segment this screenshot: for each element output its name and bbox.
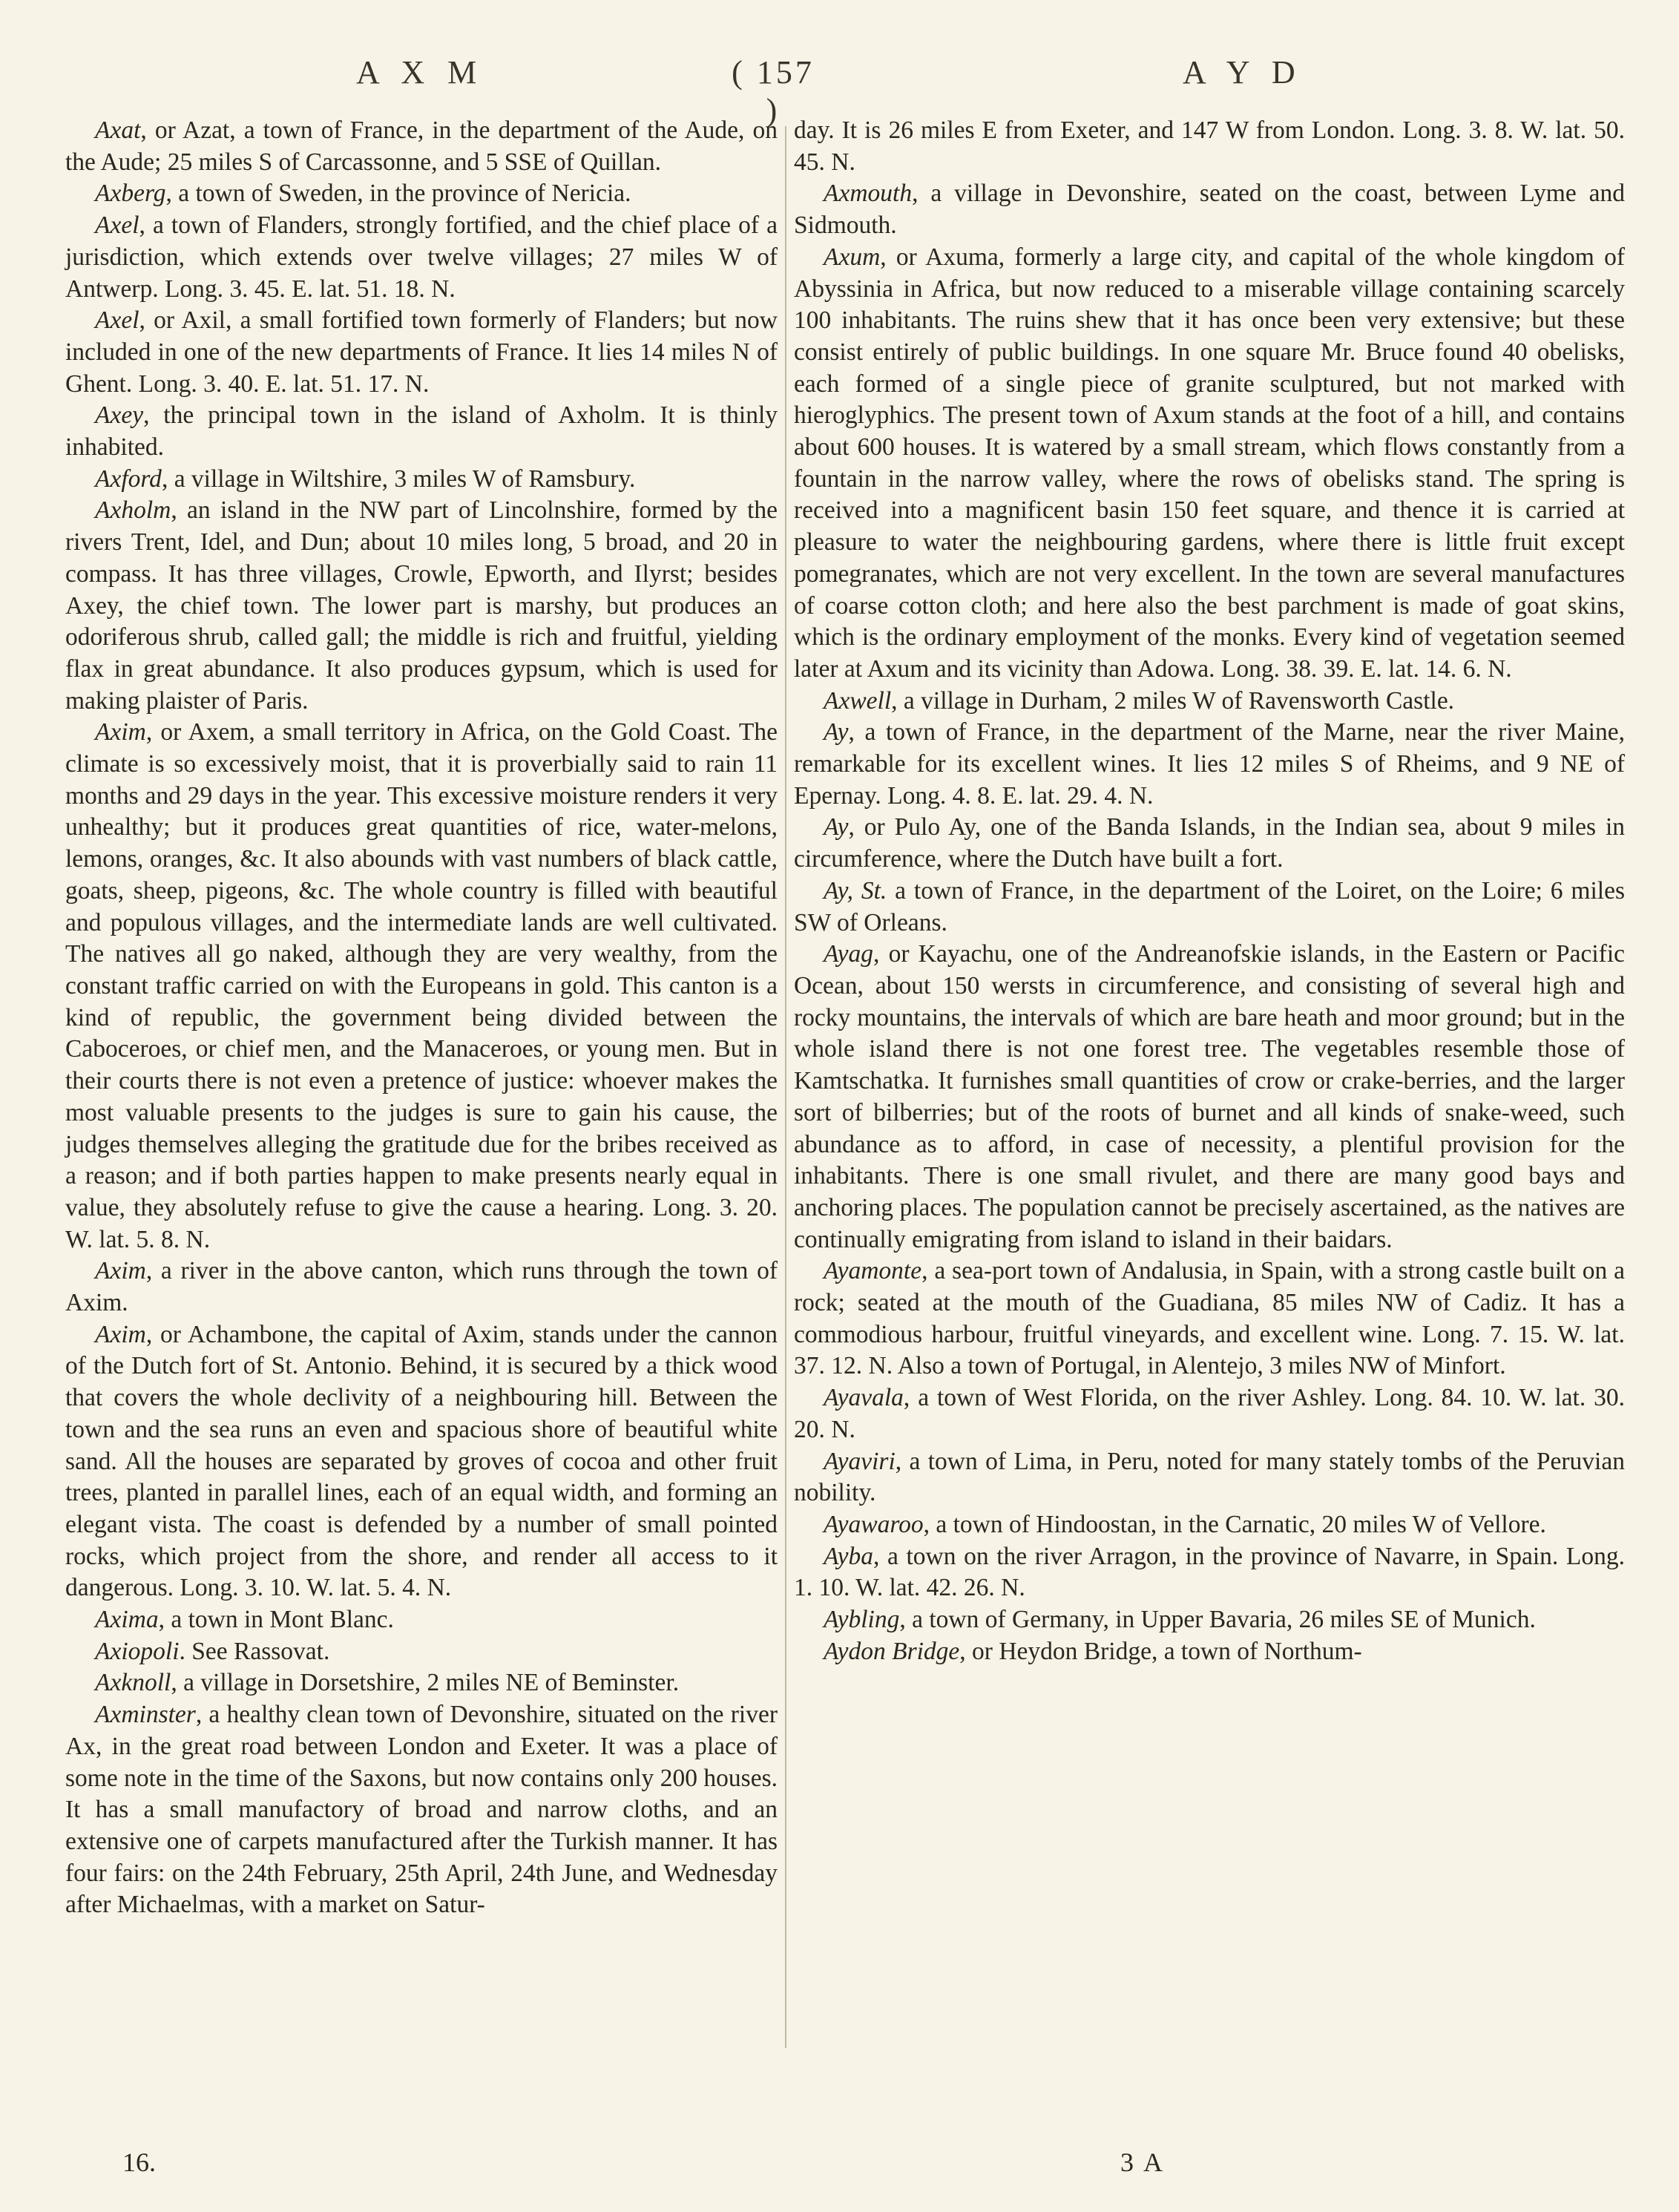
entry-headword: Aydon Bridge [824, 1637, 960, 1665]
entry-text: , a town of Lima, in Peru, noted for many stately tombs of the Peruvian nobility. [794, 1447, 1625, 1507]
entry-text: , or Pulo Ay, one of the Banda Islands, in the Indian sea, about 9 miles in circumference, where the Dutch have built a fort. [794, 813, 1625, 873]
gazetteer-entry [65, 1256, 778, 1319]
entry-text: day. It is 26 miles E from Exeter, and 147 W from London. Long. 3. 8. W. lat. 50. 45. N. [794, 116, 1625, 176]
entry-text: , or Achambone, the capital of Axim, stands under the cannon of the Dutch fort of St. Antonio. Behind, it is secured by a thick wood that covers the whole declivity of a neighbouring hill. Between the town and the sea runs an even and spacious shore of beautiful white sand. All the houses are separated by groves of cocoa and other fruit trees, planted in parallel lines, each of an equal width, and forming an elegant vista. The coast is defended by a number of small pointed rocks, which project from the shore, and render all access to it dangerous. Long. 3. 10. W. lat. 5. 4. N. [65, 1320, 778, 1602]
gazetteer-entry [65, 717, 778, 1256]
entry-text: , the principal town in the island of Axholm. It is thinly inhabited. [65, 401, 778, 462]
header-left: A X M [356, 54, 484, 91]
entry-text: , a village in Durham, 2 miles W of Ravensworth Castle. [891, 686, 1455, 715]
entry-headword: Axey [95, 401, 144, 430]
entry-text: , or Axil, a small fortified town formerly of Flanders; but now included in one of the new departments of France. It lies 14 miles N of Ghent. Long. 3. 40. E. lat. 51. 17. N. [65, 306, 778, 398]
left-column [65, 115, 778, 1921]
gazetteer-entry [65, 1319, 778, 1604]
entry-text: , a town of Sweden, in the province of Nericia. [165, 180, 631, 208]
gazetteer-entry [65, 495, 778, 717]
entry-text: , a town of France, in the department of the Marne, near the river Maine, remarkable for its excellent wines. It lies 12 miles S of Rheims, and 9 NE of Epernay. Long. 4. 8. E. lat. 29. 4. N. [794, 718, 1625, 810]
gazetteer-entry [794, 1604, 1625, 1636]
gazetteer-entry [794, 1509, 1625, 1541]
entry-headword: Axim [95, 1320, 146, 1348]
gazetteer-entry [794, 686, 1625, 718]
gazetteer-entry [794, 178, 1625, 241]
gazetteer-entry [794, 717, 1625, 812]
entry-headword: Axwell [824, 686, 892, 715]
gazetteer-entry [794, 1636, 1625, 1668]
entry-text: , a village in Wiltshire, 3 miles W of Ramsbury. [161, 465, 636, 493]
entry-headword: Axim [95, 1257, 146, 1285]
entry-headword: Axberg [95, 180, 166, 208]
gazetteer-entry [794, 1446, 1625, 1509]
gazetteer-entry [794, 876, 1625, 939]
gazetteer-entry [65, 400, 778, 463]
entry-headword: Ayamonte [824, 1257, 922, 1285]
gazetteer-entry [794, 812, 1625, 875]
entry-headword: Ay [824, 718, 849, 746]
entry-text: , a healthy clean town of Devonshire, situated on the river Ax, in the great road between London and Exeter. It was a place of some note in the time of the Saxons, but now contains only 200 houses. It has a small manufactory of broad and narrow cloths, and an extensive one of carpets manufactured after the Turkish manner. It has four fairs: on the 24th February, 25th April, 24th June, and Wednesday after Michaelmas, with a market on Satur- [65, 1701, 778, 1919]
entry-text: , a village in Devonshire, seated on the coast, between Lyme and Sidmouth. [794, 180, 1625, 240]
entry-text: . See Rassovat. [179, 1637, 330, 1665]
entry-headword: Axford [95, 465, 162, 493]
page-number: ( 157 ) [732, 54, 815, 128]
entry-text: , a town of Flanders, strongly fortified, and the chief place of a jurisdiction, which extends over twelve villages; 27 miles W of Antwerp. Long. 3. 45. E. lat. 51. 18. N. [65, 211, 778, 303]
entry-headword: Ayba [824, 1542, 873, 1570]
entry-headword: Ay [824, 813, 849, 841]
entry-text: , or Axuma, formerly a large city, and capital of the whole kingdom of Abyssinia in Africa, but now reduced to a miserable village containing scarcely 100 inhabitants. The ruins shew that it has once been very extensive; but these consist entirely of public buildings. In one square Mr. Bruce found 40 obelisks, each formed of a single piece of granite sculptured, but not marked with hieroglyphics. The present town of Axum stands at the foot of a hill, and contains about 600 houses. It is watered by a small stream, which flows constantly from a fountain in the narrow valley, where the rows of obelisks stand. The spring is received into a magnificent basin 150 feet square, and thence it is carried at pleasure to water the neighbouring gardens, where there is little fruit except pomegranates, which are not very excellent. In the town are several manufactures of coarse cotton cloth; and here also the best parchment is made of goat skins, which is the ordinary employment of the monks. Every kind of vegetation seemed later at Axum and its vicinity than Adowa. Long. 38. 39. E. lat. 14. 6. N. [794, 243, 1625, 683]
entry-text: , a town of Hindoostan, in the Carnatic, 20 miles W of Vellore. [923, 1510, 1546, 1538]
entry-text: , or Heydon Bridge, a town of Northum- [959, 1637, 1362, 1665]
gazetteer-entry [65, 464, 778, 496]
entry-headword: Axminster [95, 1701, 196, 1729]
entry-headword: Axmouth [824, 180, 913, 208]
entry-text: , a town in Mont Blanc. [158, 1606, 394, 1634]
gazetteer-entry [794, 242, 1625, 686]
entry-headword: Ayag [824, 940, 873, 968]
entry-text: , or Axem, a small territory in Africa, on the Gold Coast. The climate is so excessively moist, that it is proverbially said to rain 11 months and 29 days in the year. This excessive moisture renders it very unhealthy; but it produces great quantities of rice, water-melons, lemons, oranges, &c. It also abounds with vast numbers of black cattle, goats, sheep, pigeons, &c. The whole country is filled with beautiful and populous villages, and the intermediate lands are well cultivated. The natives all go naked, although they are very wealthy, from the constant traffic carried on with the Europeans in gold. This canton is a kind of republic, the government being divided between the Caboceroes, or chief men, and the Manaceroes, or young men. But in their courts there is not even a pretence of justice: whoever makes the most valuable presents to the judges is sure to gain his cause, the judges themselves alleging the gratitude due for the bribes received as a reason; and if both parties happen to make presents nearly equal in value, they absolutely refuse to give the cause a hearing. Long. 3. 20. W. lat. 5. 8. N. [65, 718, 778, 1253]
gazetteer-entry [65, 1604, 778, 1636]
gazetteer-entry [65, 210, 778, 305]
entry-headword: Ayaviri [824, 1447, 896, 1475]
entry-text: , a sea-port town of Andalusia, in Spain, with a strong castle built on a rock; seated at the mouth of the Guadiana, 85 miles NW of Cadiz. It has a commodious harbour, fruitful vineyards, and excellent wine. Long. 7. 15. W. lat. 37. 12. N. Also a town of Portugal, in Alentejo, 3 miles NW of Minfort. [794, 1257, 1625, 1380]
entry-headword: Ayavala [824, 1384, 904, 1412]
entry-text: , or Kayachu, one of the Andreanofskie islands, in the Eastern or Pacific Ocean, about 150 wersts in circumference, and consisting of several high and rocky mountains, the intervals of which are bare heath and moor ground; but in the whole island there is not one forest tree. The vegetables resemble those of Kamtschatka. It furnishes small quantities of crow or crake-berries, and the larger sort of bilberries; but of the roots of burnet and all kinds of snake-weed, such abundance as to afford, in case of necessity, a plentiful provision for the inhabitants. There is one small rivulet, and there are many good bays and anchoring places. The population cannot be precisely ascertained, as the natives are continually emigrating from island to island in their baidars. [794, 940, 1625, 1253]
entry-text: , a town of West Florida, on the river Ashley. Long. 84. 10. W. lat. 30. 20. N. [794, 1384, 1625, 1443]
entry-headword: Axim [95, 718, 146, 746]
gazetteer-entry [794, 115, 1625, 178]
column-divider [785, 126, 786, 2048]
entry-headword: Axel [95, 306, 139, 335]
catchword: 3 A [1120, 2147, 1166, 2177]
gazetteer-entry [65, 1667, 778, 1699]
gazetteer-entry [65, 1699, 778, 1921]
entry-text: , or Azat, a town of France, in the department of the Aude, on the Aude; 25 miles S of Carcassonne, and 5 SSE of Quillan. [65, 116, 778, 176]
entry-text: , a town of Germany, in Upper Bavaria, 26 miles SE of Munich. [899, 1606, 1536, 1634]
entry-text: , a town on the river Arragon, in the province of Navarre, in Spain. Long. 1. 10. W. lat. 42. 26. N. [794, 1542, 1625, 1602]
entry-headword: Axum [824, 243, 881, 271]
gazetteer-entry [794, 1541, 1625, 1604]
gazetteer-entry [65, 305, 778, 400]
running-head [0, 53, 1679, 128]
gazetteer-entry [65, 1636, 778, 1668]
entry-headword: Axholm [95, 496, 171, 525]
entry-headword: Axknoll [95, 1669, 171, 1697]
gazetteer-entry [794, 939, 1625, 1256]
entry-headword: Axat [95, 116, 141, 144]
entry-headword: Axiopoli [95, 1637, 180, 1665]
entry-text: , a river in the above canton, which runs through the town of Axim. [65, 1257, 778, 1317]
entry-headword: Axima [95, 1606, 159, 1634]
gazetteer-entry [794, 1256, 1625, 1382]
entry-text: , a village in Dorsetshire, 2 miles NE of Beminster. [171, 1669, 680, 1697]
signature-mark: 16. [122, 2147, 156, 2177]
entry-text: , an island in the NW part of Lincolnshire, formed by the rivers Trent, Idel, and Dun; about 10 miles long, 5 broad, and 20 in compass. It has three villages, Crowle, Epworth, and Ilyrst; besides Axey, the chief town. The lower part is marshy, but produces an odoriferous shrub, called gall; the middle is rich and fruitful, yielding flax in great abundance. It also produces gypsum, which is used for making plaister of Paris. [65, 496, 778, 715]
entry-headword: Aybling [824, 1606, 900, 1634]
entry-headword: Ayawaroo [824, 1510, 924, 1538]
gazetteer-entry [65, 178, 778, 210]
right-column [794, 115, 1625, 1667]
gazetteer-entry [794, 1382, 1625, 1445]
header-right: A Y D [1183, 54, 1303, 91]
entry-headword: Ay, St. [824, 876, 887, 905]
entry-text: a town of France, in the department of the Loiret, on the Loire; 6 miles SW of Orleans. [794, 876, 1625, 936]
entry-headword: Axel [95, 211, 139, 240]
gazetteer-entry [65, 115, 778, 178]
